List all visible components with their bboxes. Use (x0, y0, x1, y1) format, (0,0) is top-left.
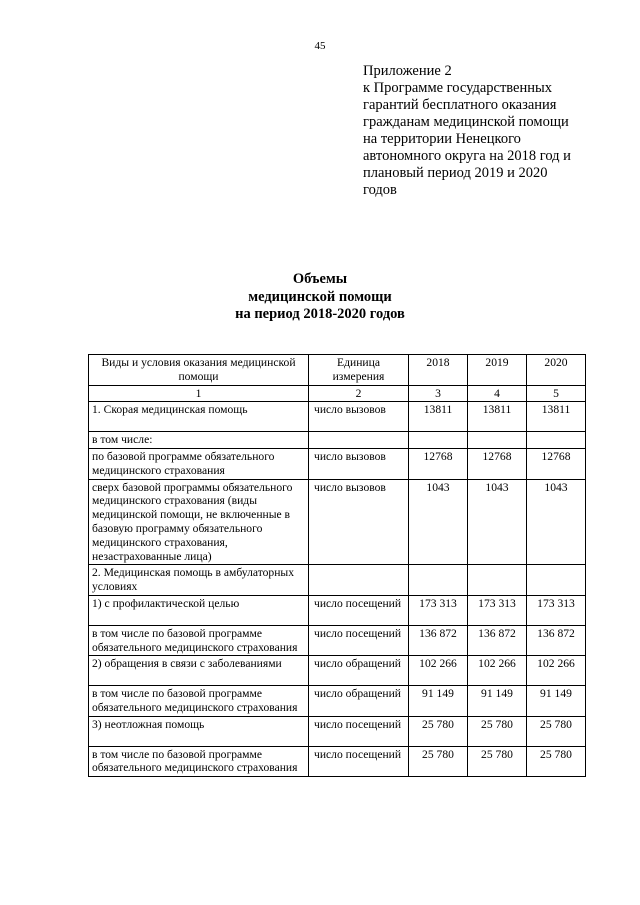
appendix-line: гарантий бесплатного оказания (363, 97, 557, 113)
header-2020: 2020 (527, 355, 586, 386)
table-row (89, 746, 586, 777)
title-line: на период 2018-2020 годов (235, 306, 405, 322)
appendix-line: Приложение 2 (363, 63, 452, 79)
row-unit (309, 565, 409, 596)
row-kind: сверх базовой программы обязательного медицинского страхования (виды медицинской помощи, не включенные в базовую программу обязательного медицинского страхования, незастрахованные лица) (89, 479, 309, 565)
row-value-2020 (527, 565, 586, 596)
row-value-2020: 12768 (527, 448, 586, 479)
column-numbering-row (89, 385, 586, 402)
row-value-2020: 13811 (527, 402, 586, 432)
row-value-2020: 1043 (527, 479, 586, 565)
row-value-2019: 91 149 (468, 686, 527, 717)
row-kind: 1) с профилактической целью (89, 595, 309, 625)
row-kind: в том числе по базовой программе обязательного медицинского страхования (89, 625, 309, 656)
row-kind: 2. Медицинская помощь в амбулаторных условиях (89, 565, 309, 596)
row-value-2020: 102 266 (527, 656, 586, 686)
row-value-2019: 25 780 (468, 716, 527, 746)
table-row (89, 625, 586, 656)
page-number: 45 (314, 40, 326, 52)
row-value-2019 (468, 432, 527, 449)
row-unit: число обращений (309, 656, 409, 686)
row-value-2019: 12768 (468, 448, 527, 479)
table-row (89, 479, 586, 565)
row-value-2020: 25 780 (527, 716, 586, 746)
table-header-row (89, 355, 586, 386)
row-value-2018: 13811 (409, 402, 468, 432)
column-number: 3 (409, 385, 468, 402)
header-kind: Виды и условия оказания медицинской помощи (89, 355, 309, 386)
row-value-2020 (527, 432, 586, 449)
row-kind: по базовой программе обязательного медицинского страхования (89, 448, 309, 479)
document-title (0, 271, 640, 324)
row-value-2018 (409, 565, 468, 596)
appendix-line: к Программе государственных (363, 80, 553, 96)
header-unit: Единица измерения (309, 355, 409, 386)
table-row (89, 432, 586, 449)
appendix-line: гражданам медицинской помощи (363, 114, 569, 130)
row-unit: число посещений (309, 716, 409, 746)
table-row (89, 686, 586, 717)
table-row (89, 656, 586, 686)
row-unit: число посещений (309, 746, 409, 777)
header-2018: 2018 (409, 355, 468, 386)
table-body (89, 402, 586, 777)
row-value-2018 (409, 432, 468, 449)
column-number: 2 (309, 385, 409, 402)
row-unit: число посещений (309, 625, 409, 656)
title-line: Объемы (292, 271, 348, 287)
table-row (89, 565, 586, 596)
appendix-line: на территории Ненецкого (363, 131, 521, 147)
row-value-2018: 25 780 (409, 716, 468, 746)
row-value-2019: 102 266 (468, 656, 527, 686)
row-value-2019: 136 872 (468, 625, 527, 656)
column-number: 1 (89, 385, 309, 402)
appendix-line: годов (363, 182, 397, 198)
row-kind: в том числе по базовой программе обязательного медицинского страхования (89, 686, 309, 717)
row-unit: число вызовов (309, 448, 409, 479)
medical-care-volumes-table (88, 354, 586, 777)
title-line: медицинской помощи (248, 288, 392, 305)
row-kind: в том числе: (89, 432, 309, 449)
row-kind: 1. Скорая медицинская помощь (89, 402, 309, 432)
table-row (89, 402, 586, 432)
row-value-2020: 136 872 (527, 625, 586, 656)
row-unit (309, 432, 409, 449)
row-value-2018: 91 149 (409, 686, 468, 717)
header-2019: 2019 (468, 355, 527, 386)
table-row (89, 448, 586, 479)
row-unit: число посещений (309, 595, 409, 625)
row-value-2018: 102 266 (409, 656, 468, 686)
row-value-2018: 173 313 (409, 595, 468, 625)
appendix-line: автономного округа на 2018 год и (363, 148, 571, 164)
row-value-2018: 12768 (409, 448, 468, 479)
table-row (89, 716, 586, 746)
row-value-2019: 25 780 (468, 746, 527, 777)
column-number: 4 (468, 385, 527, 402)
row-kind: в том числе по базовой программе обязательного медицинского страхования (89, 746, 309, 777)
row-unit: число вызовов (309, 402, 409, 432)
row-value-2019 (468, 565, 527, 596)
row-value-2018: 136 872 (409, 625, 468, 656)
row-value-2020: 25 780 (527, 746, 586, 777)
row-value-2018: 1043 (409, 479, 468, 565)
appendix-note (363, 63, 613, 199)
row-kind: 2) обращения в связи с заболеваниями (89, 656, 309, 686)
row-value-2019: 173 313 (468, 595, 527, 625)
row-value-2018: 25 780 (409, 746, 468, 777)
row-value-2019: 13811 (468, 402, 527, 432)
column-number: 5 (527, 385, 586, 402)
row-value-2019: 1043 (468, 479, 527, 565)
row-unit: число вызовов (309, 479, 409, 565)
table-row (89, 595, 586, 625)
row-unit: число обращений (309, 686, 409, 717)
row-value-2020: 91 149 (527, 686, 586, 717)
row-kind: 3) неотложная помощь (89, 716, 309, 746)
appendix-line: плановый период 2019 и 2020 (363, 165, 548, 181)
row-value-2020: 173 313 (527, 595, 586, 625)
